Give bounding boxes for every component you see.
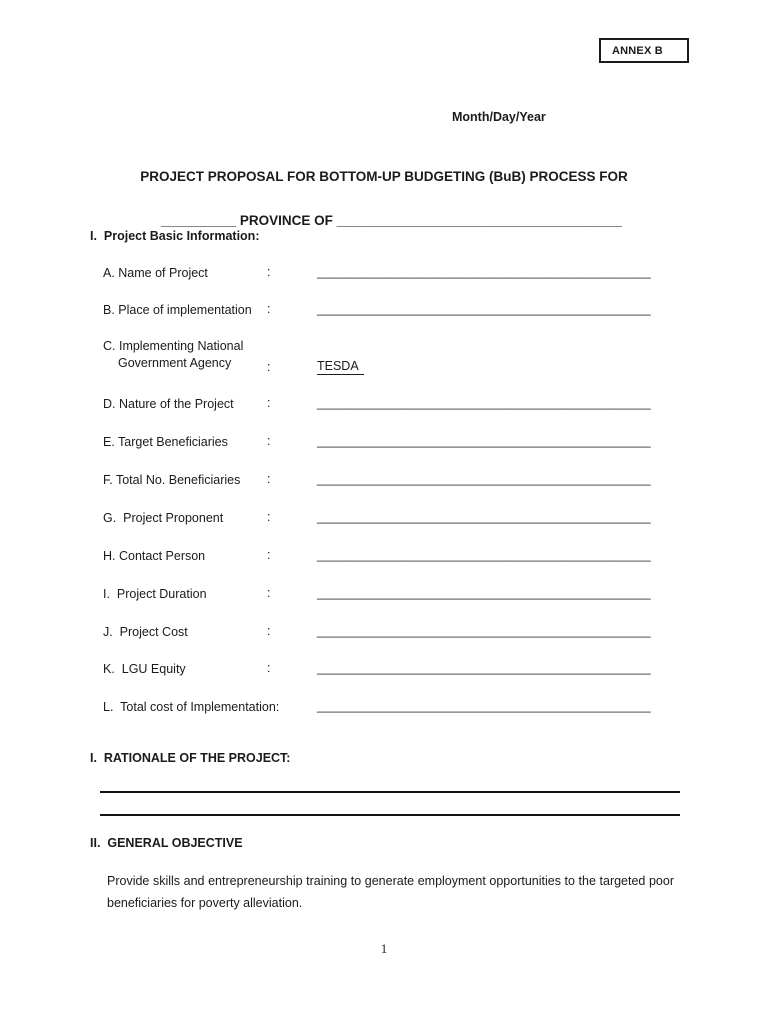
- item-row-total-beneficiaries: [103, 472, 683, 492]
- rationale-line-1: [100, 791, 680, 793]
- item-colon: :: [267, 510, 271, 524]
- item-label-line2: Government Agency: [118, 356, 232, 370]
- item-blank-line: ________________________________________________: [317, 586, 651, 600]
- annex-label: ANNEX B: [612, 44, 663, 57]
- item-row-project-duration: [103, 586, 683, 606]
- item-blank-line: ________________________________________________: [317, 661, 651, 675]
- item-colon: :: [267, 302, 271, 316]
- item-colon: :: [267, 265, 271, 279]
- item-label: K. LGU Equity: [103, 662, 186, 676]
- item-label: J. Project Cost: [103, 625, 188, 639]
- item-colon: :: [267, 548, 271, 562]
- agency-value: TESDA: [317, 359, 364, 375]
- general-objective-heading: II. GENERAL OBJECTIVE: [90, 836, 243, 850]
- item-row-name-of-project: [103, 265, 683, 285]
- item-row-nature-of-project: [103, 396, 683, 416]
- item-row-contact-person: [103, 548, 683, 568]
- item-colon: :: [267, 360, 271, 374]
- item-label: F. Total No. Beneficiaries: [103, 473, 241, 487]
- item-row-project-proponent: [103, 510, 683, 530]
- item-row-total-cost: [103, 699, 683, 719]
- date-format-label: Month/Day/Year: [452, 110, 546, 124]
- title-blank-2: ______________________________________: [336, 213, 622, 228]
- item-label: B. Place of implementation: [103, 303, 252, 317]
- title-blank-1: __________: [161, 213, 237, 228]
- item-row-lgu-equity: [103, 661, 683, 681]
- title-line1: PROJECT PROPOSAL FOR BOTTOM-UP BUDGETING (BuB) PROCESS FOR: [140, 169, 628, 184]
- annex-label-box: [599, 38, 689, 63]
- item-blank-line: ________________________________________________: [317, 548, 651, 562]
- item-blank-line: ________________________________________________: [317, 302, 651, 316]
- item-row-implementing-agency: [103, 338, 683, 382]
- item-row-target-beneficiaries: [103, 434, 683, 454]
- item-label: D. Nature of the Project: [103, 397, 234, 411]
- item-colon: :: [267, 661, 271, 675]
- rationale-heading: I. RATIONALE OF THE PROJECT:: [90, 751, 291, 765]
- item-blank-line: ________________________________________________: [317, 472, 651, 486]
- item-colon: :: [267, 472, 271, 486]
- item-blank-line: ________________________________________________: [317, 434, 651, 448]
- item-label: G. Project Proponent: [103, 511, 224, 525]
- item-label: H. Contact Person: [103, 549, 206, 563]
- item-label: L. Total cost of Implementation:: [103, 700, 280, 714]
- item-blank-line: ________________________________________________: [317, 510, 651, 524]
- item-label: I. Project Duration: [103, 587, 207, 601]
- item-blank-line: ________________________________________________: [317, 699, 651, 713]
- item-colon: :: [267, 396, 271, 410]
- title-line2-text: PROVINCE OF: [236, 213, 337, 228]
- item-colon: :: [267, 624, 271, 638]
- item-colon: :: [267, 434, 271, 448]
- item-colon: :: [267, 586, 271, 600]
- item-blank-line: ________________________________________________: [317, 624, 651, 638]
- item-blank-line: ________________________________________________: [317, 265, 651, 279]
- item-value: [317, 359, 364, 375]
- item-blank-line: ________________________________________________: [317, 396, 651, 410]
- item-label: C. Implementing National Government Agency: [103, 338, 243, 373]
- item-label: A. Name of Project: [103, 266, 208, 280]
- basic-info-heading: I. Project Basic Information:: [90, 229, 260, 243]
- general-objective-body: Provide skills and entrepreneurship training to generate employment opportunities to the targeted poor beneficiaries for poverty alleviation.: [107, 874, 674, 910]
- item-row-project-cost: [103, 624, 683, 644]
- item-row-place-of-implementation: [103, 302, 683, 322]
- page-number: 1: [380, 941, 388, 956]
- item-label: E. Target Beneficiaries: [103, 435, 228, 449]
- rationale-line-2: [100, 814, 680, 816]
